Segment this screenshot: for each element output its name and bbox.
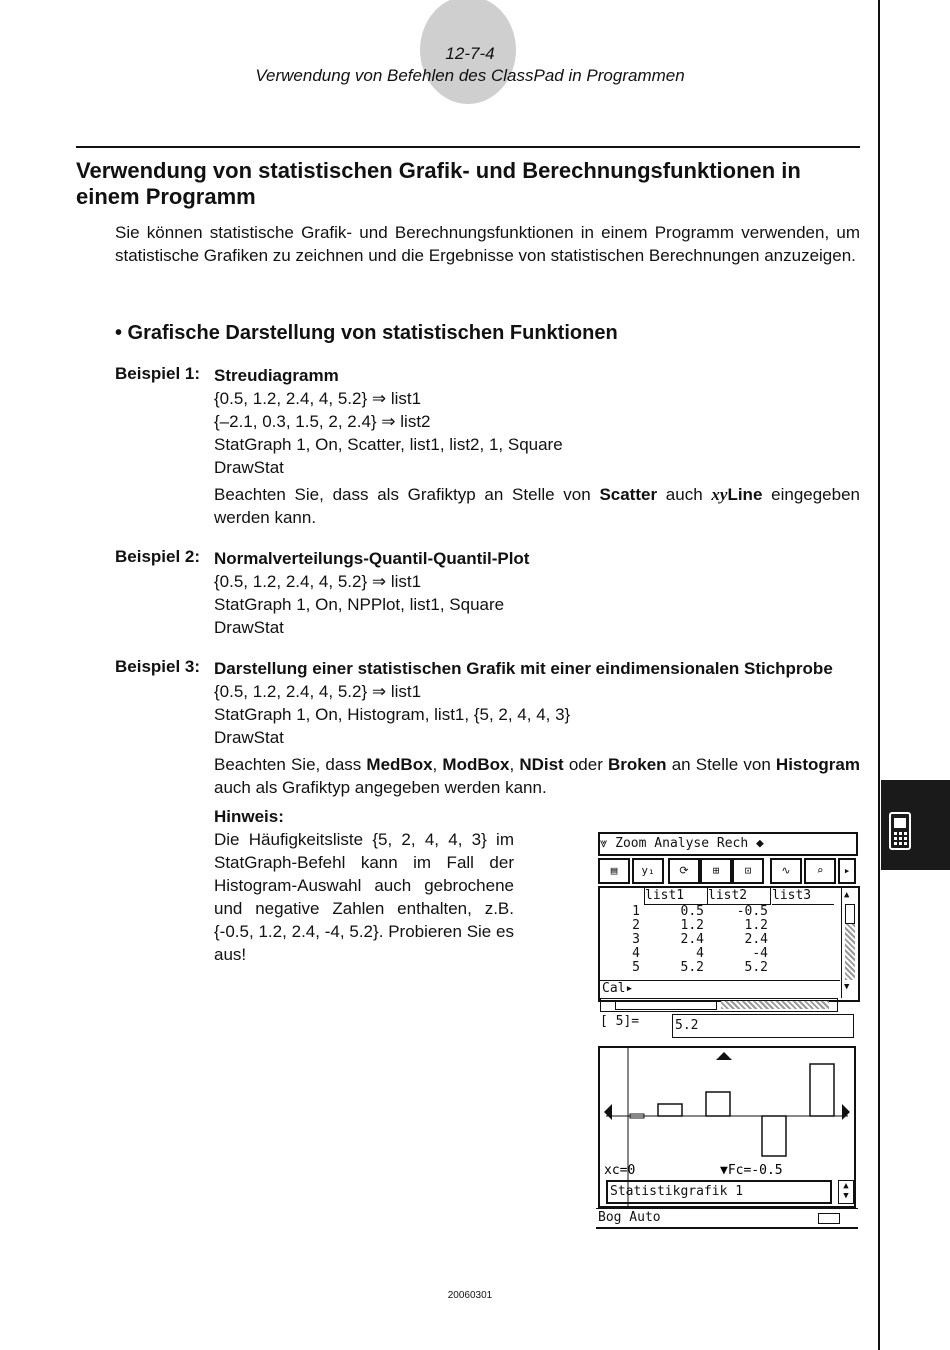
column-header[interactable]: list3 bbox=[772, 888, 834, 905]
subsection-title: • Grafische Darstellung von statistischen Funktionen bbox=[115, 322, 618, 344]
graph-icon[interactable]: ∿ bbox=[770, 858, 802, 884]
chapter-title: Verwendung von Befehlen des ClassPad in Programmen bbox=[255, 66, 685, 85]
row-number: 5 bbox=[632, 960, 640, 975]
calculator-screenshot bbox=[596, 830, 858, 1230]
entry-label: [ 5]= bbox=[600, 1014, 640, 1029]
window-arrows-icon[interactable]: ▲ ▼ bbox=[838, 1180, 854, 1204]
up-arrow-icon bbox=[716, 1052, 732, 1060]
page-number: 12-7-4 bbox=[445, 44, 495, 63]
refresh-icon[interactable]: ⟳ bbox=[668, 858, 700, 884]
row-number: 4 bbox=[632, 946, 640, 961]
horizontal-scrollbar[interactable] bbox=[600, 998, 838, 1012]
example-1-note: Beachten Sie, dass als Grafiktyp an Stelle von Scatter auch xyLine eingegeben werden kann. bbox=[214, 485, 861, 527]
table-cell[interactable]: 1.2 bbox=[680, 918, 704, 933]
table-cell[interactable]: 2.4 bbox=[680, 932, 704, 947]
table-cell[interactable]: 4 bbox=[696, 946, 704, 961]
code-line: StatGraph 1, On, NPPlot, list1, Square bbox=[214, 595, 505, 614]
code-line: DrawStat bbox=[214, 728, 284, 747]
intro-paragraph: Sie können statistische Grafik- und Berechnungsfunktionen in einem Programm verwenden, um statistische Grafiken zu zeichnen und die Ergebnisse von statistischen Berechnungen anzuzeigen. bbox=[115, 223, 860, 265]
example-title: Darstellung einer statistischen Grafik mit einer eindimensionalen Stichprobe bbox=[214, 659, 833, 678]
vertical-scrollbar[interactable]: ▲ ▼ bbox=[841, 888, 858, 998]
histogram-bar bbox=[810, 1064, 834, 1116]
example-label: Beispiel 1: bbox=[115, 364, 201, 383]
graph-editor-icon[interactable]: y₁ bbox=[632, 858, 664, 884]
histogram-bar bbox=[762, 1116, 786, 1156]
title-rule bbox=[76, 146, 860, 148]
table-cell[interactable]: -4 bbox=[752, 946, 768, 961]
status-text: Bog Auto bbox=[598, 1210, 661, 1225]
cal-label[interactable]: Cal▸ bbox=[602, 981, 634, 996]
histogram-bar bbox=[706, 1092, 730, 1116]
table-cell[interactable]: -0.5 bbox=[736, 904, 768, 919]
example-label: Beispiel 3: bbox=[115, 657, 201, 676]
example-2 bbox=[214, 547, 860, 639]
left-arrow-icon bbox=[604, 1104, 612, 1120]
example-3-note: Beachten Sie, dass MedBox, ModBox, NDist oder Broken an Stelle von Histogram auch als Grafiktyp angegeben werden kann. bbox=[214, 755, 860, 797]
table-cell[interactable]: 5.2 bbox=[744, 960, 768, 975]
window-tab[interactable]: Statistikgrafik 1 bbox=[606, 1180, 832, 1204]
code-line: StatGraph 1, On, Histogram, list1, {5, 2, 4, 4, 3} bbox=[214, 705, 571, 724]
column-header[interactable]: list1 bbox=[644, 888, 708, 905]
code-line: StatGraph 1, On, Scatter, list1, list2, 1, Square bbox=[214, 435, 563, 454]
histogram-bars bbox=[630, 1064, 834, 1156]
code-line: {0.5, 1.2, 2.4, 4, 5.2} ⇒ list1 bbox=[214, 389, 422, 408]
hint-text: Die Häufigkeitsliste {5, 2, 4, 4, 3} im StatGraph-Befehl kann im Fall der Histogram-Auswahl auch gebrochene und negative Zahlen enthalten, z.B. {-0.5, 1.2, 2.4, -4, 5.2}. Probieren Sie es aus! bbox=[214, 830, 514, 964]
code-line: {0.5, 1.2, 2.4, 4, 5.2} ⇒ list1 bbox=[214, 572, 422, 591]
table-cell[interactable]: 0.5 bbox=[680, 904, 704, 919]
row-number: 1 bbox=[632, 904, 640, 919]
footer-code: 20060301 bbox=[447, 1290, 493, 1301]
calculator-icon bbox=[889, 812, 911, 850]
code-line: {–2.1, 0.3, 1.5, 2, 2.4} ⇒ list2 bbox=[214, 412, 431, 431]
code-line: DrawStat bbox=[214, 458, 284, 477]
table-cell[interactable]: 5.2 bbox=[680, 960, 704, 975]
chapter-tab bbox=[881, 780, 950, 870]
code-line: DrawStat bbox=[214, 618, 284, 637]
fc-readout: ▼Fc=-0.5 bbox=[720, 1163, 783, 1178]
toolbar bbox=[598, 858, 856, 882]
status-bar bbox=[596, 1208, 858, 1229]
example-label: Beispiel 2: bbox=[115, 547, 201, 566]
section-title: Verwendung von statistischen Grafik- und Berechnungsfunktionen in einem Programm bbox=[76, 158, 801, 209]
entry-field[interactable]: 5.2 bbox=[672, 1014, 854, 1038]
zoom-box-icon[interactable]: ⊞ bbox=[700, 858, 732, 884]
right-arrow-icon bbox=[842, 1104, 850, 1120]
table-icon[interactable]: ▤ bbox=[598, 858, 630, 884]
list-editor bbox=[598, 886, 860, 1002]
histogram-bar bbox=[658, 1104, 682, 1116]
column-header[interactable]: list2 bbox=[708, 888, 771, 905]
window-icon[interactable]: ⊡ bbox=[732, 858, 764, 884]
example-title: Normalverteilungs-Quantil-Quantil-Plot bbox=[214, 549, 530, 568]
row-number: 3 bbox=[632, 932, 640, 947]
page-edge-line bbox=[878, 0, 880, 1350]
battery-icon bbox=[818, 1213, 840, 1224]
example-3 bbox=[214, 657, 860, 749]
row-number: 2 bbox=[632, 918, 640, 933]
zoom-icon[interactable]: ⌕ bbox=[804, 858, 836, 884]
table-cell[interactable]: 2.4 bbox=[744, 932, 768, 947]
hint-title: Hinweis: bbox=[214, 807, 284, 826]
example-1 bbox=[214, 364, 860, 479]
xc-readout: xc=0 bbox=[604, 1163, 636, 1178]
example-title: Streudiagramm bbox=[214, 366, 339, 385]
menu-bar[interactable]: ⩔ Zoom Analyse Rech ◆ bbox=[598, 832, 858, 856]
table-cell[interactable]: 1.2 bbox=[744, 918, 768, 933]
code-line: {0.5, 1.2, 2.4, 4, 5.2} ⇒ list1 bbox=[214, 682, 422, 701]
toolbar-arrow-icon[interactable]: ▸ bbox=[838, 858, 856, 884]
